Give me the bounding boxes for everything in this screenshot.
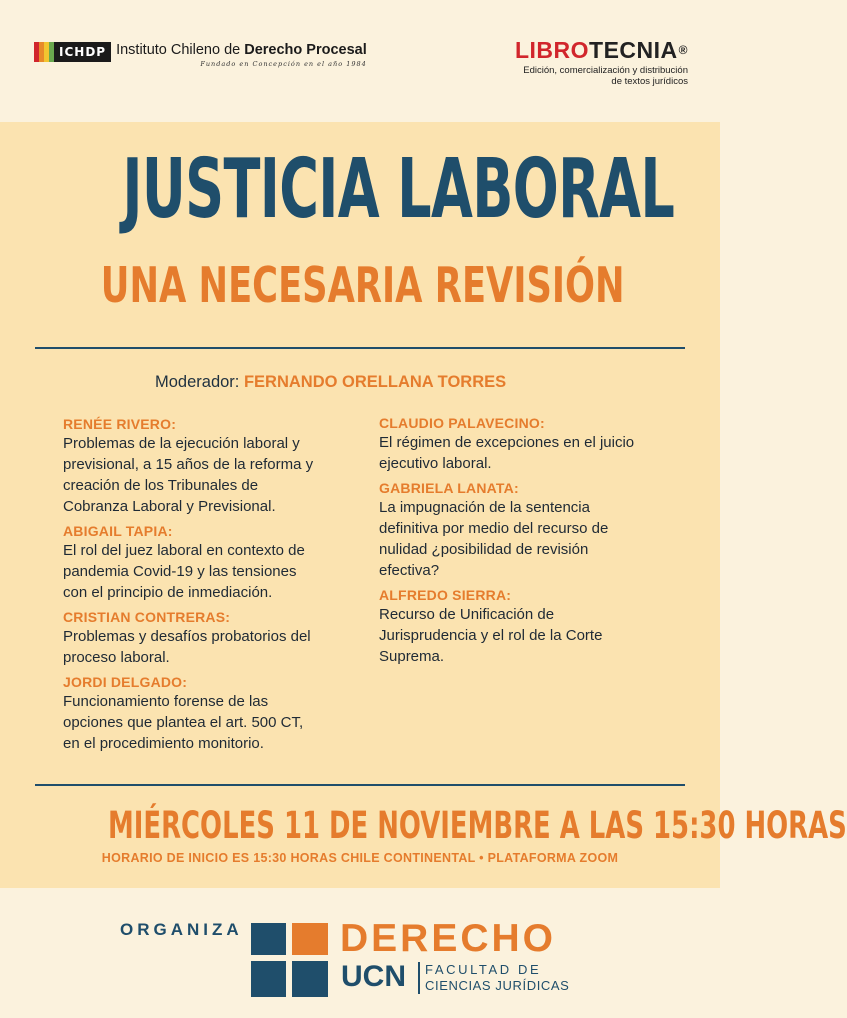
speaker-topic-line: proceso laboral. — [63, 649, 170, 666]
ichdp-name — [116, 42, 367, 58]
event-schedule: HORARIO DE INICIO ES 15:30 HORAS CHILE CONTINENTAL • PLATAFORMA ZOOM — [101, 851, 619, 865]
organizer-label: ORGANIZA — [120, 920, 243, 939]
ucn-derecho: DERECHO — [340, 917, 557, 960]
ichdp-name-plain: Instituto Chileno de — [116, 42, 245, 58]
speaker-name: ABIGAIL TAPIA: — [63, 523, 173, 539]
moderator-line — [155, 373, 506, 392]
speaker-topic-line: nulidad ¿posibilidad de revisión — [379, 541, 589, 558]
poster-title: JUSTICIA LABORAL — [122, 142, 675, 237]
speaker-name: RENÉE RIVERO: — [63, 416, 177, 432]
speaker-topic-line: El rol del juez laboral en contexto de — [63, 542, 305, 559]
ichdp-text — [116, 42, 367, 68]
librotecnia-part2: TECNIA — [589, 37, 678, 63]
speaker-topic-line: El régimen de excepciones en el juicio — [379, 434, 635, 451]
speaker-topic-line: Recurso de Unificación de — [379, 606, 555, 623]
moderator-name: FERNANDO ORELLANA TORRES — [243, 373, 507, 391]
speakers-left-column — [63, 415, 353, 759]
poster-subtitle: UNA NECESARIA REVISIÓN — [100, 257, 625, 314]
ichdp-name-bold: Derecho Procesal — [244, 42, 367, 58]
speakers-right-column — [379, 414, 679, 672]
speaker-topic-line: opciones que plantea el art. 500 CT, — [63, 714, 304, 731]
moderator-label: Moderador: — [155, 373, 244, 391]
speaker-topic-line: pandemia Covid-19 y las tensiones — [63, 563, 297, 580]
speaker-name: JORDI DELGADO: — [63, 674, 188, 690]
speaker-topic-line: Problemas y desafíos probatorios del — [63, 628, 311, 645]
ichdp-logo — [34, 42, 367, 68]
registered-icon: ® — [678, 43, 688, 57]
speaker-item — [379, 479, 679, 581]
speaker-item — [63, 415, 353, 517]
speaker-topic-line: previsional, a 15 años de la reforma y — [63, 456, 314, 473]
divider-bottom — [35, 784, 685, 786]
speaker-topic-line: Problemas de la ejecución laboral y — [63, 435, 300, 452]
speaker-item — [63, 522, 353, 603]
speaker-item — [379, 414, 679, 474]
speaker-topic-line: Suprema. — [379, 648, 445, 665]
ucn-cross-logo-icon — [251, 923, 328, 997]
speaker-item — [63, 673, 353, 754]
speaker-item — [63, 608, 353, 668]
speaker-topic-line: creación de los Tribunales de — [63, 477, 259, 494]
ucn-separator — [418, 962, 420, 994]
speaker-topic-line: ejecutivo laboral. — [379, 455, 492, 472]
speaker-topic-line: con el principio de inmediación. — [63, 584, 273, 601]
speaker-topic-line: La impugnación de la sentencia — [379, 499, 590, 516]
librotecnia-line2: de textos jurídicos — [611, 76, 688, 87]
divider-top — [35, 347, 685, 349]
speaker-name: CLAUDIO PALAVECINO: — [379, 415, 545, 431]
speaker-topic-line: Cobranza Laboral y Previsional. — [63, 498, 276, 515]
speaker-topic-line: en el procedimiento monitorio. — [63, 735, 264, 752]
librotecnia-part1: LIBRO — [514, 37, 590, 63]
speaker-topic-line: Funcionamiento forense de las — [63, 693, 269, 710]
ucn-ciencias: CIENCIAS JURÍDICAS — [425, 978, 570, 993]
speaker-name: GABRIELA LANATA: — [379, 480, 519, 496]
librotecnia-logo — [515, 38, 688, 87]
librotecnia-wordmark — [515, 38, 688, 62]
librotecnia-line1: Edición, comercialización y distribución — [523, 65, 688, 76]
speaker-name: CRISTIAN CONTRERAS: — [63, 609, 231, 625]
ichdp-tagline: Fundado en Concepción en el año 1984 — [200, 60, 367, 68]
speaker-item — [379, 586, 679, 667]
speaker-name: ALFREDO SIERRA: — [379, 587, 512, 603]
ichdp-stripes-icon — [34, 42, 54, 62]
speaker-topic-line: efectiva? — [379, 562, 440, 579]
ucn-facultad: FACULTAD DE — [425, 962, 542, 977]
speaker-topic-line: Jurisprudencia y el rol de la Corte — [379, 627, 603, 644]
speaker-topic-line: definitiva por medio del recurso de — [379, 520, 609, 537]
event-date: MIÉRCOLES 11 DE NOVIEMBRE A LAS 15:30 HORAS — [108, 804, 847, 847]
ichdp-acronym: ICHDP — [54, 42, 111, 62]
ucn-acronym: UCN — [341, 960, 406, 993]
